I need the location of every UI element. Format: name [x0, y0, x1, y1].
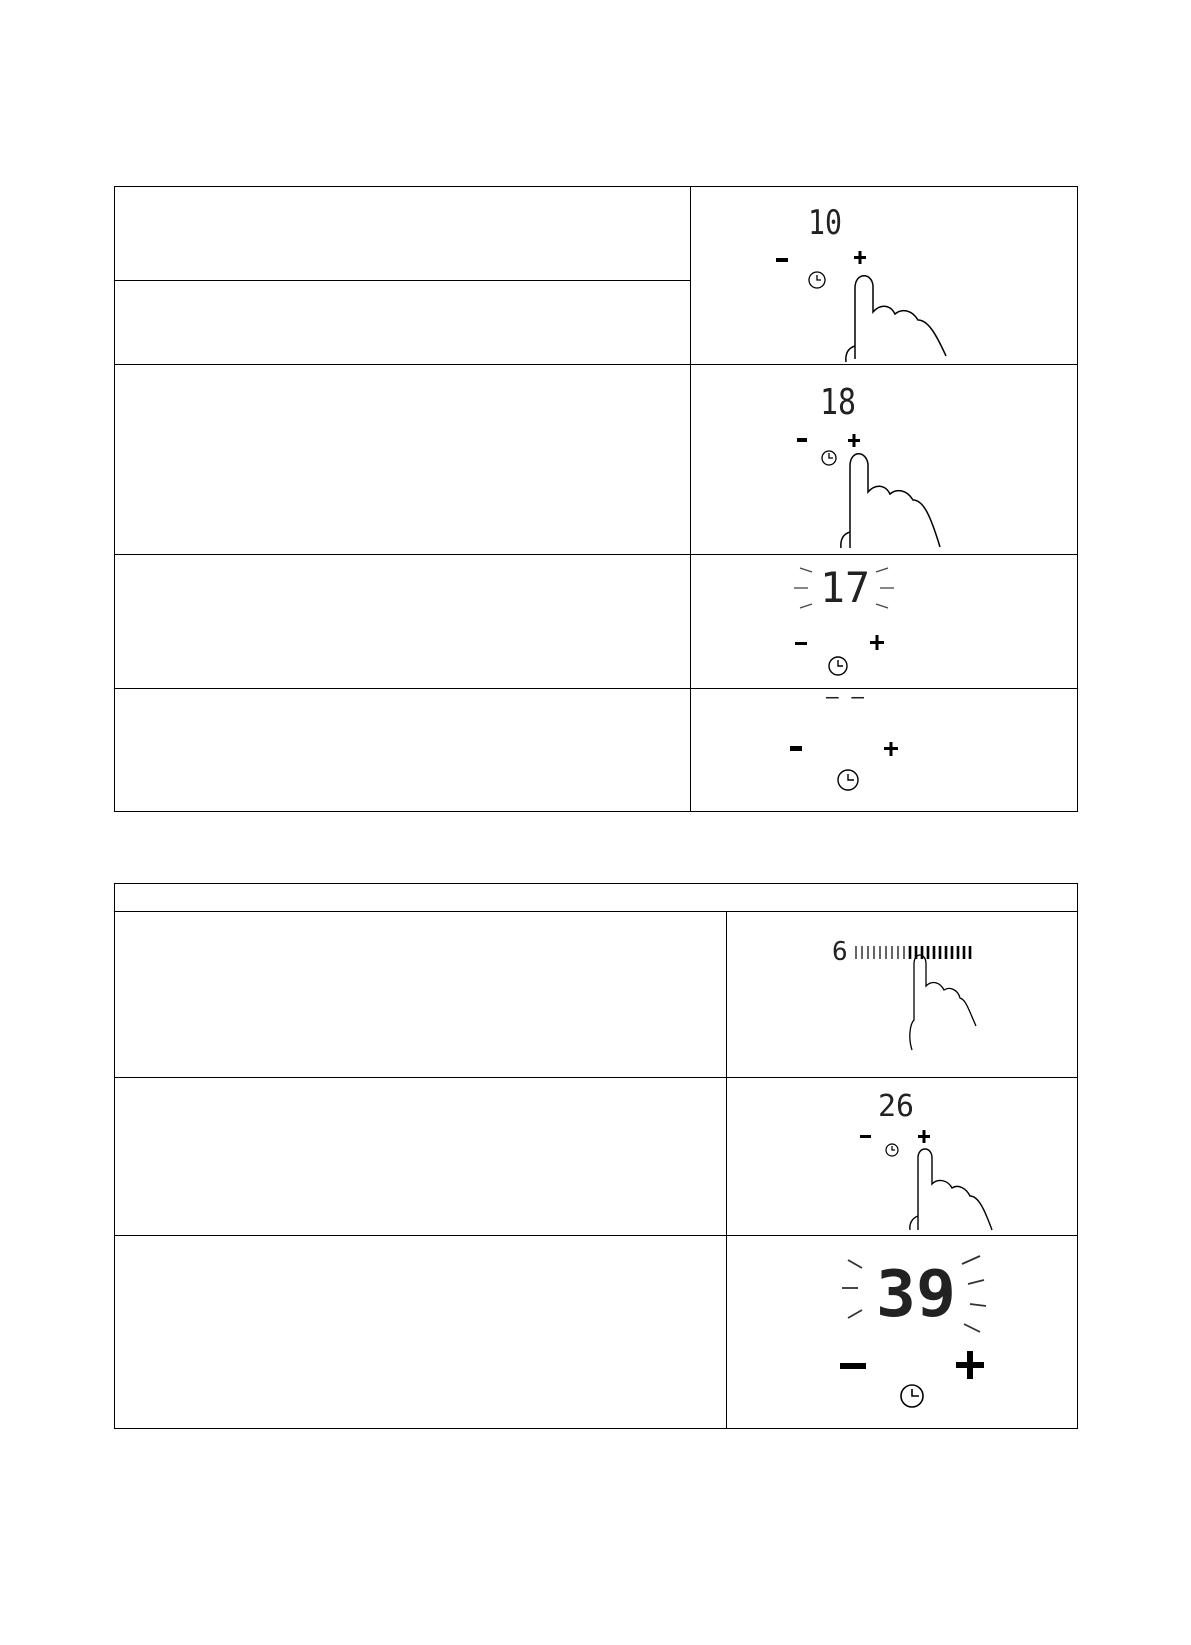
plus-key	[918, 1130, 930, 1143]
minus-key	[860, 1135, 871, 1138]
table2-row-divider	[114, 1077, 1078, 1078]
timer-display: 26	[878, 1089, 914, 1124]
minus-key	[790, 746, 802, 751]
timer-clock-icon	[809, 272, 825, 288]
plus-key	[848, 434, 860, 447]
timer-display: 17	[820, 563, 870, 612]
finger-pointing-icon	[855, 276, 946, 359]
figure-timer-18	[780, 372, 1020, 552]
table2-header-divider	[114, 911, 1078, 912]
timer-clock-icon	[886, 1144, 898, 1156]
table2-row1-text	[116, 913, 724, 1075]
table1-row-divider	[114, 688, 1078, 689]
table2-header	[116, 885, 1076, 911]
timer-clock-icon	[838, 770, 858, 790]
figure-timer-39-flashing	[840, 1250, 1000, 1420]
timer-clock-icon	[822, 451, 836, 465]
table1-row-divider	[114, 554, 1078, 555]
minus-key	[840, 1363, 866, 1369]
figure-timer-off	[786, 685, 906, 800]
table2-row3-text	[116, 1237, 724, 1427]
timer-display: 10	[808, 203, 842, 243]
finger-pointing-icon	[850, 454, 940, 548]
table1-column-divider	[690, 186, 691, 812]
timer-display: 18	[820, 382, 856, 423]
figure-timer-10	[760, 196, 1000, 364]
figure-power-slider-6	[828, 934, 1008, 1054]
minus-key	[795, 642, 807, 645]
minus-key	[797, 438, 807, 442]
power-slider	[856, 946, 970, 959]
figure-timer-17-flashing	[790, 558, 910, 684]
finger-pointing-icon	[910, 955, 976, 1050]
plus-key	[870, 635, 884, 650]
plus-key	[884, 742, 898, 756]
table1-row2-text	[116, 366, 688, 552]
figure-timer-26	[856, 1084, 1016, 1234]
timer-clock-icon	[901, 1385, 923, 1407]
finger-pointing-icon	[918, 1149, 992, 1230]
table1-row-divider	[114, 364, 1078, 365]
table1-row1b-text	[116, 282, 688, 362]
table1-row4-text	[116, 690, 688, 810]
table2-row2-text	[116, 1079, 724, 1233]
timer-display: 39	[876, 1258, 956, 1332]
table1-row3-text	[116, 556, 688, 686]
power-level-display: 6	[832, 937, 848, 967]
plus-key	[854, 251, 866, 264]
plus-key	[956, 1351, 984, 1379]
timer-display: – –	[826, 685, 865, 710]
table1-row1a-text	[116, 188, 688, 278]
table1-row-divider	[114, 280, 690, 281]
minus-key	[776, 258, 788, 262]
table2-row-divider	[114, 1235, 1078, 1236]
timer-clock-icon	[829, 657, 847, 675]
table2-column-divider	[726, 911, 727, 1429]
